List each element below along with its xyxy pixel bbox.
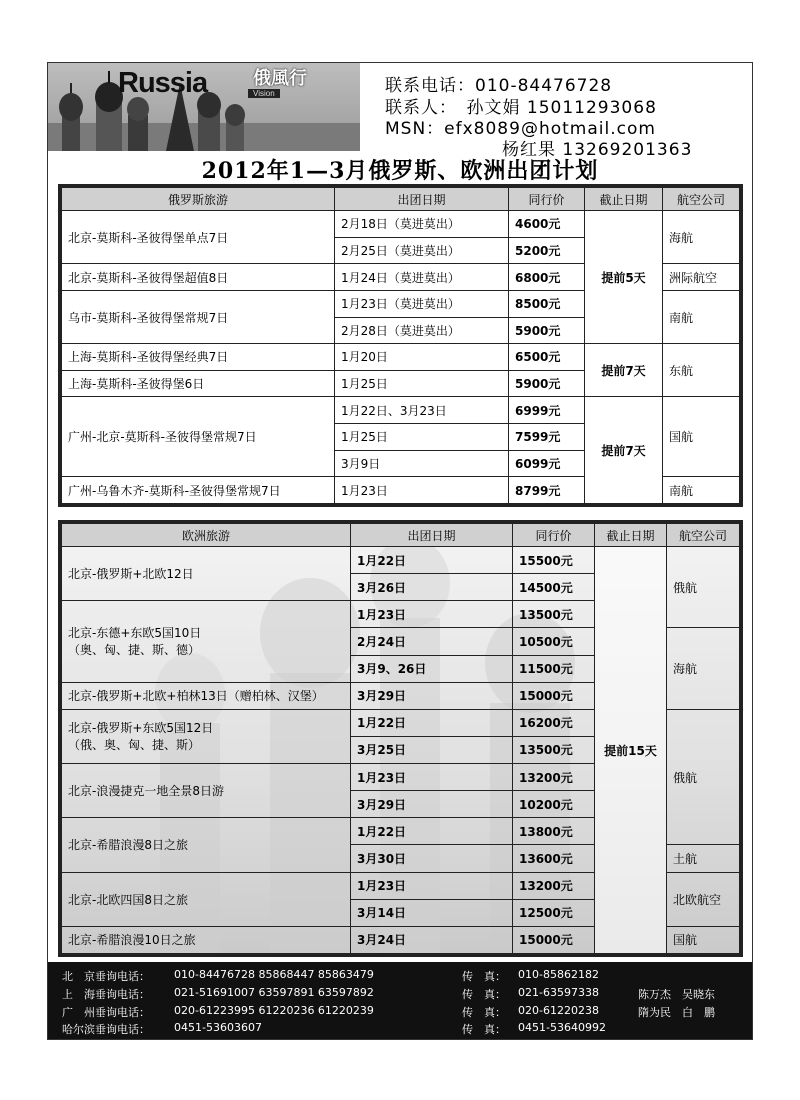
city-label: 哈尔滨垂询电话：: [62, 1023, 150, 1036]
deadline-cell: 提前5天: [585, 211, 663, 344]
col-header-deadline: 截止日期: [585, 188, 663, 211]
price-cell: 5900元: [509, 370, 585, 397]
brand-name: Russia: [118, 67, 208, 99]
footer-contacts: [48, 962, 752, 1039]
airline-cell: 南航: [663, 290, 740, 343]
date-cell: 1月20日: [335, 344, 509, 371]
col-header-route: 欧洲旅游: [62, 524, 351, 547]
deadline-cell: 提前15天: [595, 547, 667, 954]
table-row: [62, 344, 740, 371]
date-cell: 1月22日: [351, 547, 513, 574]
price-cell: 12500元: [513, 899, 595, 926]
price-cell: 14500元: [513, 574, 595, 601]
city-label: 广 州垂询电话：: [62, 1006, 150, 1019]
airline-cell: 海航: [667, 628, 740, 709]
fax-label: 传 真：: [462, 988, 506, 1001]
phone-numbers: 0451-53603607: [174, 1021, 262, 1034]
phone-numbers: 020-61223995 61220236 61220239: [174, 1004, 374, 1017]
fax-label: 传 真：: [462, 970, 506, 983]
col-header-route: 俄罗斯旅游: [62, 188, 335, 211]
date-cell: 3月9日: [335, 450, 509, 477]
date-cell: 1月25日: [335, 370, 509, 397]
europe-table: [58, 520, 743, 957]
logo-banner: [48, 63, 360, 151]
fax-number: 021-63597338: [518, 986, 599, 999]
route-cell: [62, 709, 351, 763]
contact-person: 联系人： 孙文娟 15011293068: [385, 98, 657, 118]
table-row: [62, 211, 740, 238]
fax-number: 0451-53640992: [518, 1021, 606, 1034]
deadline-cell: 提前7天: [585, 344, 663, 397]
deadline-cell: 提前7天: [585, 397, 663, 504]
phone-numbers: 010-84476728 85868447 85863479: [174, 968, 374, 981]
price-cell: 10500元: [513, 628, 595, 655]
fax-number: 020-61220238: [518, 1004, 599, 1017]
route-name: 北京-东德+东欧5国10日: [68, 626, 202, 641]
price-cell: 10200元: [513, 791, 595, 818]
price-cell: 15000元: [513, 926, 595, 953]
price-cell: 7599元: [509, 424, 585, 451]
col-header-airline: 航空公司: [667, 524, 740, 547]
price-cell: 8799元: [509, 477, 585, 504]
col-header-airline: 航空公司: [663, 188, 740, 211]
route-cell: 上海-莫斯科-圣彼得堡经典7日: [62, 344, 335, 371]
price-cell: 6999元: [509, 397, 585, 424]
price-cell: 4600元: [509, 211, 585, 238]
price-cell: 5900元: [509, 317, 585, 344]
route-cell: 北京-莫斯科-圣彼得堡单点7日: [62, 211, 335, 264]
price-cell: 6800元: [509, 264, 585, 291]
col-header-date: 出团日期: [351, 524, 513, 547]
date-cell: 1月22日: [351, 818, 513, 845]
date-cell: 3月29日: [351, 791, 513, 818]
phone-numbers: 021-51691007 63597891 63597892: [174, 986, 374, 999]
date-cell: 3月14日: [351, 899, 513, 926]
contact-names: 隋为民 白 鹏: [638, 1006, 715, 1019]
price-cell: 11500元: [513, 655, 595, 682]
airline-cell: 南航: [663, 477, 740, 504]
col-header-date: 出团日期: [335, 188, 509, 211]
route-cell: 广州-北京-莫斯科-圣彼得堡常规7日: [62, 397, 335, 477]
route-cell: 北京-浪漫捷克一地全景8日游: [62, 764, 351, 818]
page-title: 2012年1—3月俄罗斯、欧洲出团计划: [201, 158, 599, 184]
date-cell: 2月25日（莫进莫出）: [335, 237, 509, 264]
city-label: 上 海垂询电话：: [62, 988, 150, 1001]
route-cell: 乌市-莫斯科-圣彼得堡常规7日: [62, 290, 335, 343]
airline-cell: 国航: [667, 926, 740, 953]
airline-cell: 俄航: [667, 709, 740, 845]
price-cell: 6500元: [509, 344, 585, 371]
date-cell: 2月24日: [351, 628, 513, 655]
route-cell: 北京-莫斯科-圣彼得堡超值8日: [62, 264, 335, 291]
date-cell: 1月23日: [351, 601, 513, 628]
table-row: [62, 547, 740, 574]
route-cell: 北京-希腊浪漫8日之旅: [62, 818, 351, 872]
russia-table: [58, 184, 743, 507]
date-cell: 1月23日（莫进莫出）: [335, 290, 509, 317]
airline-cell: 海航: [663, 211, 740, 264]
col-header-price: 同行价: [513, 524, 595, 547]
price-cell: 13500元: [513, 601, 595, 628]
date-cell: 3月25日: [351, 736, 513, 763]
airline-cell: 国航: [663, 397, 740, 477]
price-cell: 13500元: [513, 736, 595, 763]
route-cell: 广州-乌鲁木齐-莫斯科-圣彼得堡常规7日: [62, 477, 335, 504]
date-cell: 1月24日（莫进莫出）: [335, 264, 509, 291]
brand-chinese-name: 俄風行: [253, 68, 307, 89]
date-cell: 1月23日: [351, 872, 513, 899]
date-cell: 3月26日: [351, 574, 513, 601]
contact-msn: MSN：efx8089@hotmail.com: [385, 119, 656, 139]
price-cell: 15000元: [513, 682, 595, 709]
price-cell: 13200元: [513, 872, 595, 899]
date-cell: 3月9、26日: [351, 655, 513, 682]
date-cell: 1月22日、3月23日: [335, 397, 509, 424]
route-name: 北京-俄罗斯+东欧5国12日: [68, 721, 214, 736]
route-cell: 北京-希腊浪漫10日之旅: [62, 926, 351, 953]
route-cell: 北京-北欧四国8日之旅: [62, 872, 351, 926]
date-cell: 2月18日（莫进莫出）: [335, 211, 509, 238]
route-note: （奥、匈、捷、斯、德）: [68, 643, 201, 658]
price-cell: 13600元: [513, 845, 595, 872]
contact-names: 陈万杰 吴晓东: [638, 988, 715, 1001]
fax-label: 传 真：: [462, 1006, 506, 1019]
price-cell: 5200元: [509, 237, 585, 264]
price-cell: 13200元: [513, 764, 595, 791]
airline-cell: 东航: [663, 344, 740, 397]
route-cell: 北京-俄罗斯+北欧+柏林13日（赠柏林、汉堡）: [62, 682, 351, 709]
contact-phone: 联系电话：010-84476728: [385, 76, 613, 96]
price-cell: 8500元: [509, 290, 585, 317]
airline-cell: 洲际航空: [663, 264, 740, 291]
fax-number: 010-85862182: [518, 968, 599, 981]
table-row: [62, 397, 740, 424]
date-cell: 3月24日: [351, 926, 513, 953]
route-cell: [62, 601, 351, 682]
date-cell: 1月23日: [351, 764, 513, 791]
airline-cell: 土航: [667, 845, 740, 872]
date-cell: 1月23日: [335, 477, 509, 504]
route-cell: 北京-俄罗斯+北欧12日: [62, 547, 351, 601]
date-cell: 3月30日: [351, 845, 513, 872]
price-cell: 15500元: [513, 547, 595, 574]
contact-person-2: 杨红果 13269201363: [502, 140, 693, 160]
price-cell: 6099元: [509, 450, 585, 477]
brand-subtitle: Vision: [248, 89, 280, 98]
route-cell: 上海-莫斯科-圣彼得堡6日: [62, 370, 335, 397]
airline-cell: 俄航: [667, 547, 740, 628]
col-header-price: 同行价: [509, 188, 585, 211]
airline-cell: 北欧航空: [667, 872, 740, 926]
route-note: （俄、奥、匈、捷、斯）: [68, 738, 201, 753]
col-header-deadline: 截止日期: [595, 524, 667, 547]
date-cell: 1月25日: [335, 424, 509, 451]
city-label: 北 京垂询电话：: [62, 970, 150, 983]
price-cell: 13800元: [513, 818, 595, 845]
fax-label: 传 真：: [462, 1023, 506, 1036]
price-cell: 16200元: [513, 709, 595, 736]
date-cell: 2月28日（莫进莫出）: [335, 317, 509, 344]
date-cell: 3月29日: [351, 682, 513, 709]
date-cell: 1月22日: [351, 709, 513, 736]
